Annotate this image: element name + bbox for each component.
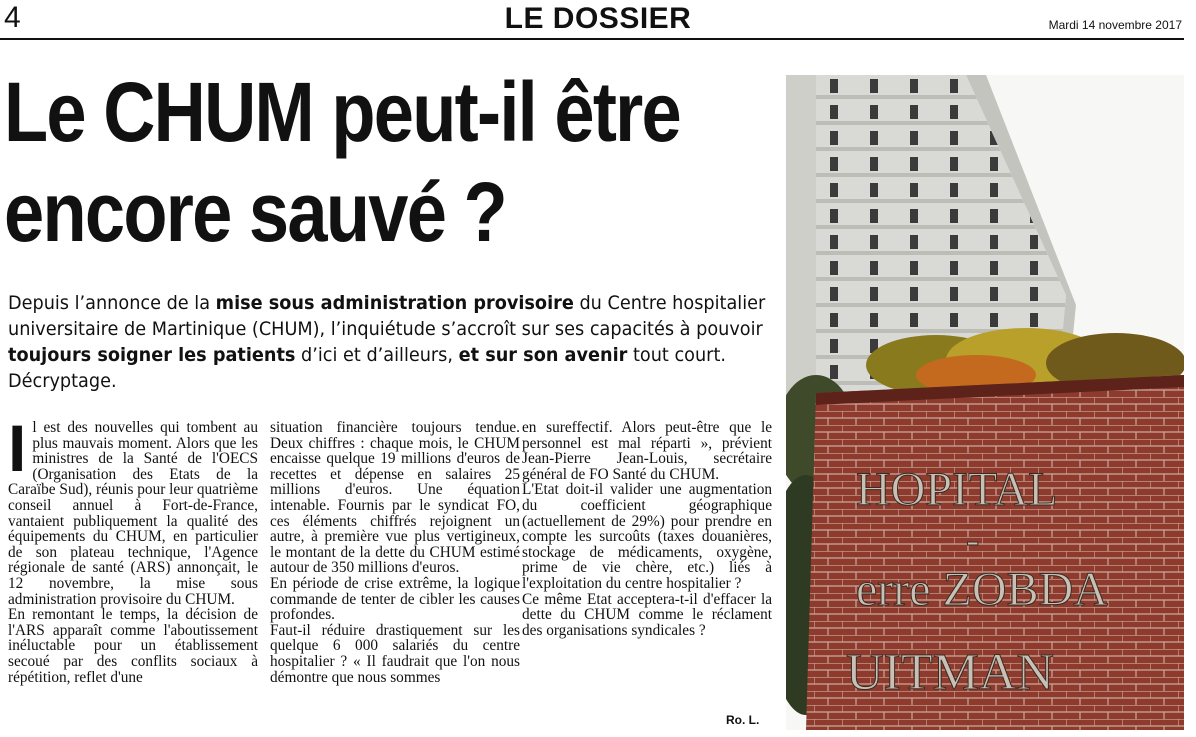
lead-bold-2: toujours soigner les patients bbox=[8, 344, 296, 366]
sign-line-2: erre ZOBDA bbox=[856, 563, 1108, 616]
article-column-2 bbox=[270, 420, 520, 685]
hospital-photo bbox=[786, 75, 1184, 730]
paragraph: L'Etat doit-il valider une augmentation du coefficient géographique (actuellement de 29%) pour prendre en compte les surcoûts (taxes douanières, stockage de médicaments, oxygène, prime de vie chère, etc.) liés à l'exploitation du centre hospitalier ? bbox=[522, 481, 772, 592]
page-number: 4 bbox=[4, 1, 21, 34]
hospital-photo-illustration bbox=[786, 75, 1184, 730]
lead-text-1: Depuis l’annonce de la bbox=[8, 292, 216, 314]
lead-paragraph bbox=[8, 290, 775, 394]
lead-bold-1: mise sous administration provisoire bbox=[215, 292, 574, 314]
article-column-3 bbox=[522, 420, 772, 638]
lead-text-3: d’ici et d’ailleurs, bbox=[295, 344, 459, 366]
lead-bold-3: et sur son avenir bbox=[458, 344, 628, 366]
issue-date: Mardi 14 novembre 2017 bbox=[1048, 18, 1182, 32]
page-header bbox=[0, 0, 1196, 40]
lead-text-4: tout court. Décryptage. bbox=[8, 344, 726, 392]
headline bbox=[4, 62, 778, 262]
paragraph: Faut-il réduire drastiquement sur les quelque 6 000 salariés du centre hospitalier ? « Il faudrait que l'on nous démontre que nous sommes bbox=[270, 621, 520, 686]
section-title: LE DOSSIER bbox=[504, 2, 692, 35]
sign-line-3: UITMAN bbox=[846, 644, 1054, 701]
drop-cap: I bbox=[8, 411, 27, 485]
author-signature: Ro. L. bbox=[726, 713, 760, 727]
sign-dash: - bbox=[966, 517, 980, 562]
paragraph: En remontant le temps, la décision de l'ARS apparaît comme l'aboutissement inéluctable pour un établissement secoué par des conflits sociaux à répétition, reflet d'une bbox=[8, 606, 258, 686]
article-column-1 bbox=[8, 411, 258, 686]
headline-line-1: Le CHUM peut-il être bbox=[4, 65, 681, 159]
paragraph: situation financière toujours tendue. Deux chiffres : chaque mois, le CHUM encaisse quelque 19 millions d'euros de recettes et dépense en salaires 25 millions d'euros. Une équation intenable. Fournis par le syndicat FO, ces éléments chiffrés rejoignent un autre, à première vue plus vertigineux, le montant de la dette du CHUM estimé autour de 350 millions d'euros. bbox=[270, 419, 520, 577]
paragraph: Ce même Etat acceptera-t-il d'effacer la dette du CHUM comme le réclament des organisations syndicales ? bbox=[522, 590, 772, 639]
lead-text-2: du Centre hospitalier universitaire de Martinique (CHUM), l’inquiétude s’accroît sur ses capacités à pouvoir bbox=[8, 292, 766, 340]
paragraph: en sureffectif. Alors peut-être que le personnel est mal réparti », prévient Jean-Pierre Jean-Louis, secrétaire général de FO Santé du CHUM. bbox=[522, 419, 772, 483]
header-rule bbox=[0, 38, 1184, 40]
paragraph: l est des nouvelles qui tombent au plus mauvais moment. Alors que les ministres de la Santé de l'OECS (Organisation des Etats de la Caraïbe Sud), réunis pour leur quatrième conseil annuel à Fort-de-France, vantaient publiquement la qualité des équipements du CHUM, en particulier de son plateau technique, l'Agence régionale de santé (ARS) annonçait, le 12 novembre, la mise sous administration provisoire du CHUM. bbox=[8, 419, 258, 608]
sign-line-1: HOPITAL bbox=[856, 463, 1058, 516]
headline-line-2: encore sauvé ? bbox=[4, 165, 506, 259]
paragraph: En période de crise extrême, la logique commande de tenter de cibler les causes profondes. bbox=[270, 574, 520, 624]
article-body bbox=[8, 411, 772, 730]
